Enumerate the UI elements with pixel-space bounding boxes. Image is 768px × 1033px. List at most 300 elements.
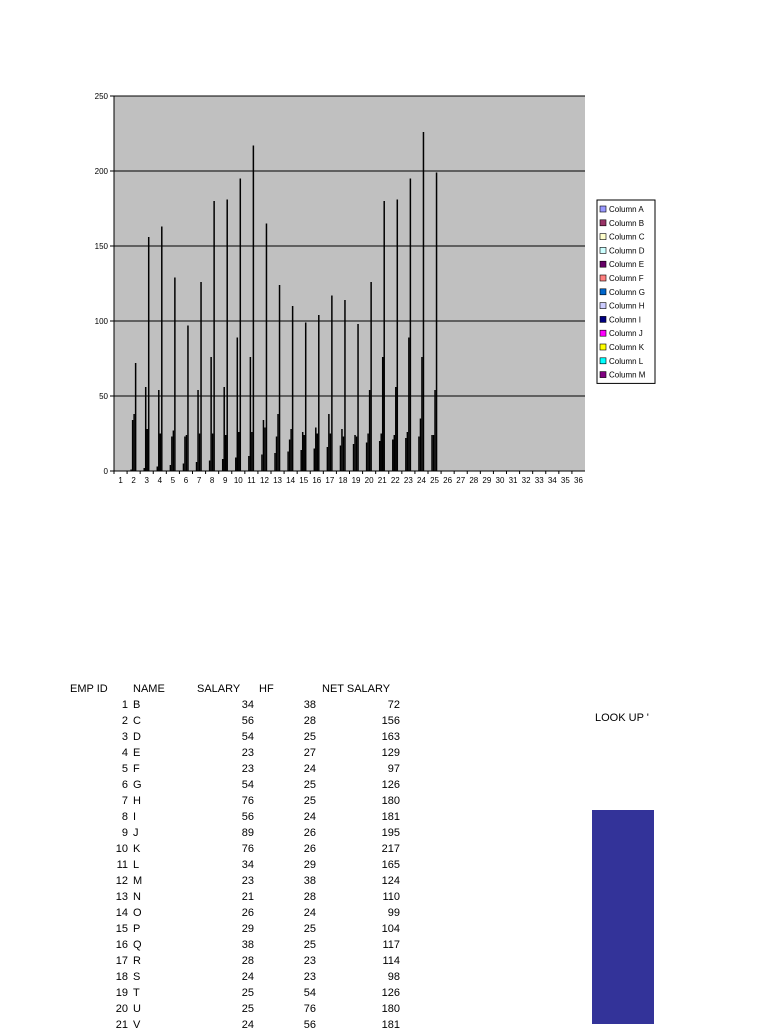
x-tick-label: 1 [118,476,123,485]
x-tick-label: 2 [131,476,136,485]
cell-name: G [133,779,142,791]
bar-column-a [157,467,159,472]
legend-swatch [600,234,606,240]
table-row [0,953,420,969]
salary-chart [0,0,768,500]
legend-label: Column J [609,329,643,339]
cell-net-salary: 180 [381,1003,400,1015]
cell-salary: 24 [241,1019,254,1031]
cell-hf: 38 [303,699,316,711]
cell-emp-id: 7 [121,795,128,807]
legend-swatch [600,330,606,336]
table-row [0,873,420,889]
bar-column-b [420,419,422,472]
cell-name: B [133,699,141,711]
bar-column-d [357,324,359,471]
bar-column-d [331,296,333,472]
cell-name: L [133,859,140,871]
table-row [0,697,420,713]
x-tick-label: 24 [417,476,426,485]
bar-column-c [382,357,384,471]
cell-salary: 26 [241,907,254,919]
bar-column-a [222,459,224,471]
cell-hf: 25 [303,779,316,791]
bar-column-a [327,447,329,471]
bar-column-a [353,444,355,471]
bar-column-c [395,387,397,471]
bar-column-b [158,390,160,471]
cell-emp-id: 4 [121,747,128,759]
bar-column-a [261,455,263,472]
bar-column-a [418,437,420,472]
bar-column-b [367,434,369,472]
cell-name: D [133,731,141,743]
cell-emp-id: 2 [121,715,128,727]
x-tick-label: 21 [377,476,387,485]
cell-salary: 56 [241,715,254,727]
cell-emp-id: 10 [115,843,128,855]
bar-column-d [187,326,189,472]
bar-column-c [343,437,345,472]
cell-emp-id: 3 [121,731,128,743]
bar-column-c [290,429,292,471]
table-row [0,713,420,729]
bar-column-c [160,434,162,472]
cell-hf: 24 [303,763,316,775]
bar-column-d [397,200,399,472]
cell-hf: 25 [303,731,316,743]
bar-column-a [196,462,198,471]
cell-emp-id: 17 [115,955,128,967]
bar-column-c [330,434,332,472]
bar-column-b [302,432,304,471]
y-tick-label: 200 [94,167,108,176]
cell-name: U [133,1003,141,1015]
legend-label: Column G [609,287,646,297]
bar-column-d [161,227,163,472]
legend-label: Column M [609,370,646,380]
bar-column-d [423,132,425,471]
cell-hf: 26 [303,827,316,839]
cell-salary: 23 [241,747,254,759]
cell-emp-id: 5 [121,763,128,775]
cell-emp-id: 9 [121,827,128,839]
x-tick-label: 15 [299,476,309,485]
cell-emp-id: 1 [121,699,128,711]
cell-name: H [133,795,141,807]
cell-salary: 54 [241,731,254,743]
cell-salary: 54 [241,779,254,791]
bar-column-d [370,282,372,471]
cell-emp-id: 20 [115,1003,128,1015]
cell-hf: 28 [303,715,316,727]
cell-hf: 24 [303,811,316,823]
bar-column-a [209,461,211,472]
x-tick-label: 4 [157,476,163,485]
cell-net-salary: 126 [381,779,400,791]
bar-column-b [223,387,225,471]
x-tick-label: 31 [508,476,518,485]
bar-column-a [340,446,342,472]
cell-net-salary: 97 [387,763,400,775]
legend-swatch [600,220,606,226]
cell-name: I [133,811,137,823]
cell-emp-id: 8 [121,811,128,823]
bar-column-b [197,390,199,471]
bar-column-b [315,428,317,472]
x-tick-label: 5 [170,476,176,485]
cell-hf: 24 [303,907,316,919]
bar-column-a [300,450,302,471]
cell-hf: 23 [303,955,316,967]
cell-salary: 34 [241,699,254,711]
x-tick-label: 27 [456,476,466,485]
header-salary: SALARY [197,683,241,695]
cell-name: R [133,955,141,967]
cell-name: E [133,747,141,759]
cell-name: J [133,827,139,839]
cell-net-salary: 99 [387,907,400,919]
bar-column-a [235,458,237,472]
cell-net-salary: 181 [381,811,400,823]
x-tick-label: 13 [273,476,282,485]
bar-column-d [240,179,242,472]
cell-hf: 25 [303,923,316,935]
cell-emp-id: 21 [115,1019,128,1031]
cell-net-salary: 124 [381,875,400,887]
cell-emp-id: 18 [115,971,128,983]
x-tick-label: 18 [338,476,348,485]
bar-column-a [314,449,316,472]
bar-column-d [292,306,294,471]
cell-name: O [133,907,142,919]
cell-net-salary: 110 [382,891,400,903]
bar-column-b [289,440,291,472]
bar-column-d [135,363,137,471]
bar-column-d [410,179,412,472]
table-row [0,969,420,985]
cell-hf: 76 [303,1003,316,1015]
bar-column-d [148,237,150,471]
bar-column-c [264,428,266,472]
header-name: NAME [133,683,165,695]
legend-label: Column B [609,218,645,228]
bar-column-d [305,323,307,472]
bar-column-c [434,390,436,471]
legend-label: Column H [609,301,645,311]
cell-hf: 25 [303,795,316,807]
cell-salary: 24 [241,971,254,983]
bar-column-c [421,357,423,471]
bar-column-a [274,453,276,471]
table-row [0,793,420,809]
cell-emp-id: 14 [115,907,128,919]
x-tick-label: 34 [547,476,557,485]
x-tick-label: 33 [534,476,544,485]
bar-column-b [171,437,173,472]
cell-net-salary: 217 [381,843,400,855]
cell-hf: 54 [303,987,316,999]
bar-column-b [433,435,435,471]
x-tick-label: 28 [469,476,479,485]
bar-column-a [287,452,289,472]
x-tick-label: 36 [574,476,583,485]
bar-column-b [354,435,356,471]
cell-hf: 25 [303,939,316,951]
cell-salary: 23 [241,875,254,887]
bar-column-d [279,285,281,471]
x-tick-label: 6 [183,476,189,485]
bar-column-c [186,435,188,471]
cell-emp-id: 15 [115,923,128,935]
bar-column-b [380,434,382,472]
legend-swatch [600,344,606,350]
cell-name: V [133,1019,141,1031]
x-tick-label: 32 [521,476,531,485]
bar-column-c [238,432,240,471]
legend-swatch [600,372,606,378]
bar-column-b [394,435,396,471]
bar-column-d [266,224,268,472]
y-tick-label: 150 [94,242,108,251]
cell-salary: 38 [241,939,254,951]
legend-swatch [600,275,606,281]
bar-column-b [341,429,343,471]
bar-column-a [183,464,185,472]
legend-label: Column C [609,232,645,242]
x-tick-labels [114,471,583,485]
bar-column-c [146,429,148,471]
x-tick-label: 11 [247,476,256,485]
legend-swatch [600,247,606,253]
bar-column-d [344,300,346,471]
bar-column-d [213,201,215,471]
bar-column-b [250,357,252,471]
table-row [0,761,420,777]
cell-salary: 76 [241,795,254,807]
bar-column-b [407,432,409,471]
bar-column-c [225,435,227,471]
table-row [0,921,420,937]
header-emp-id: EMP ID [70,683,108,695]
bar-column-d [174,278,176,472]
x-tick-label: 20 [364,476,374,485]
cell-emp-id: 19 [115,987,128,999]
bar-column-b [210,357,212,471]
cell-salary: 25 [241,987,254,999]
cell-emp-id: 6 [121,779,128,791]
bar-column-c [317,434,319,472]
cell-net-salary: 126 [381,987,400,999]
plot-area [114,96,585,471]
x-tick-label: 10 [233,476,243,485]
bar-column-a [248,456,250,471]
cell-salary: 25 [241,1003,254,1015]
x-tick-label: 25 [430,476,439,485]
cell-name: K [133,843,141,855]
cell-name: M [133,875,143,887]
table-row [0,905,420,921]
cell-net-salary: 156 [381,715,400,727]
table-row [0,777,420,793]
legend-swatch [600,206,606,212]
x-tick-label: 19 [351,476,361,485]
cell-name: C [133,715,141,727]
y-tick-label: 0 [103,467,108,476]
x-tick-label: 22 [390,476,400,485]
cell-salary: 76 [241,843,254,855]
bar-column-a [379,441,381,471]
legend-label: Column F [609,274,644,283]
legend-swatch [600,358,606,364]
cell-name: T [133,987,140,999]
bar-column-b [328,414,330,471]
x-tick-label: 16 [312,476,322,485]
cell-net-salary: 129 [381,747,400,759]
legend-label: Column A [609,205,644,214]
bar-column-c [408,338,410,472]
cell-net-salary: 72 [387,699,400,711]
bar-column-d [318,315,320,471]
bar-column-c [199,434,201,472]
header-net-salary: NET SALARY [322,683,391,695]
cell-net-salary: 195 [381,827,400,839]
cell-hf: 27 [303,747,316,759]
cell-salary: 89 [241,827,254,839]
bar-column-d [226,200,228,472]
bar-column-c [277,414,279,471]
cell-salary: 56 [241,811,254,823]
cell-name: P [133,923,141,935]
bar-column-d [253,146,255,472]
table-row [0,1017,420,1033]
cell-net-salary: 181 [381,1019,400,1031]
x-tick-label: 23 [403,476,413,485]
bar-column-c [369,390,371,471]
lookup-label: LOOK UP ' [595,712,649,724]
table-row [0,889,420,905]
cell-salary: 28 [241,955,254,967]
table-row [0,729,420,745]
cell-salary: 23 [241,763,254,775]
bar-column-c [303,435,305,471]
table-header [0,681,420,697]
cell-net-salary: 163 [381,731,400,743]
y-tick-label: 250 [94,92,108,101]
cell-emp-id: 13 [115,891,128,903]
cell-hf: 38 [303,875,316,887]
x-tick-label: 9 [222,476,228,485]
legend-swatch [600,261,606,267]
x-tick-label: 29 [482,476,492,485]
legend-label: Column D [609,246,645,256]
legend [597,200,655,383]
cell-net-salary: 104 [381,923,400,935]
table-row [0,857,420,873]
cell-net-salary: 114 [382,955,400,967]
cell-net-salary: 180 [381,795,400,807]
bar-column-b [237,338,239,472]
cell-name: S [133,971,141,983]
x-tick-label: 12 [260,476,269,485]
cell-hf: 29 [303,859,316,871]
bar-column-d [383,201,385,471]
legend-label: Column E [609,260,645,270]
x-tick-label: 14 [286,476,296,485]
table-row [0,1001,420,1017]
cell-net-salary: 165 [381,859,400,871]
table-row [0,745,420,761]
bar-column-c [133,414,135,471]
y-tick-label: 100 [94,317,108,326]
bar-column-a [392,440,394,472]
cell-name: N [133,891,141,903]
x-tick-label: 8 [209,476,215,485]
table-row [0,841,420,857]
table-row [0,985,420,1001]
x-tick-label: 3 [144,476,149,485]
table-row [0,809,420,825]
x-tick-label: 26 [443,476,453,485]
cell-name: Q [133,939,142,951]
bar-column-d [200,282,202,471]
x-tick-label: 30 [495,476,505,485]
bar-column-a [366,443,368,472]
y-tick-label: 50 [99,392,108,401]
bar-column-b [132,420,134,471]
header-hf: HF [259,683,274,695]
bar-column-c [173,431,175,472]
cell-hf: 26 [303,843,316,855]
x-tick-label: 35 [560,476,570,485]
cell-salary: 34 [241,859,254,871]
legend-swatch [600,303,606,309]
legend-swatch [600,316,606,322]
cell-emp-id: 11 [116,859,128,871]
table-row [0,825,420,841]
bar-column-b [276,437,278,472]
legend-label: Column K [609,343,645,352]
blue-panel [592,810,654,1024]
table-row [0,937,420,953]
bar-column-a [431,435,433,471]
cell-name: F [133,763,140,775]
bar-column-b [263,420,265,471]
cell-hf: 23 [303,971,316,983]
cell-net-salary: 98 [387,971,400,983]
cell-emp-id: 12 [115,875,128,887]
bar-column-b [184,437,186,472]
bar-column-b [145,387,147,471]
y-tick-labels [95,92,109,476]
cell-emp-id: 16 [115,939,128,951]
bar-column-a [170,465,172,471]
x-tick-label: 7 [196,476,202,485]
cell-salary: 29 [241,923,254,935]
bar-column-c [251,432,253,471]
cell-hf: 28 [303,891,316,903]
x-tick-label: 17 [325,476,335,485]
cell-hf: 56 [303,1019,316,1031]
bar-column-c [212,434,214,472]
legend-swatch [600,289,606,295]
legend-label: Column I [609,315,642,325]
cell-net-salary: 117 [382,939,400,951]
legend-label: Column L [609,356,644,366]
bar-column-c [356,437,358,472]
cell-salary: 21 [241,891,254,903]
bar-column-a [405,438,407,471]
